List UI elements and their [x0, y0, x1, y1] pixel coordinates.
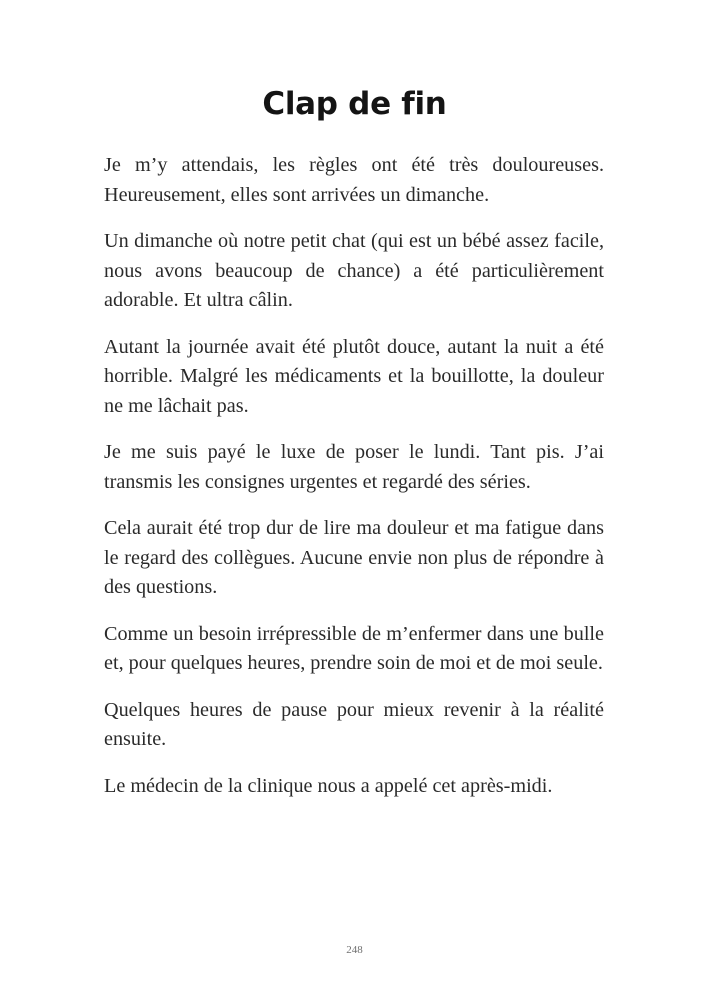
page-number: 248: [346, 944, 363, 956]
paragraph: Autant la journée avait été plutôt douce, autant la nuit a été horrible. Malgré les médicaments et la bouillotte, la douleur ne me lâchait pas.: [104, 335, 604, 417]
paragraph: Un dimanche où notre petit chat (qui est un bébé assez facile, nous avons beaucoup de chance) a été particulièrement adorable. Et ultra câlin.: [104, 230, 604, 311]
paragraph: Cela aurait été trop dur de lire ma douleur et ma fatigue dans le regard des collègues. Aucune envie non plus de répondre à des questions.: [104, 517, 604, 598]
paragraph: Le médecin de la clinique nous a appelé cet après-midi.: [104, 774, 553, 797]
paragraph: Comme un besoin irrépressible de m’enfermer dans une bulle et, pour quelques heures, prendre soin de moi et de moi seule.: [104, 622, 604, 674]
paragraph: Je me suis payé le luxe de poser le lundi. Tant pis. J’ai transmis les consignes urgentes et regardé des séries.: [104, 441, 604, 493]
paragraph: Quelques heures de pause pour mieux revenir à la réalité ensuite.: [104, 698, 604, 750]
chapter-body: [104, 151, 604, 818]
paragraph: Je m’y attendais, les règles ont été très douloureuses. Heureusement, elles sont arrivées un dimanche.: [104, 154, 604, 206]
chapter-title: Clap de fin: [262, 86, 447, 122]
